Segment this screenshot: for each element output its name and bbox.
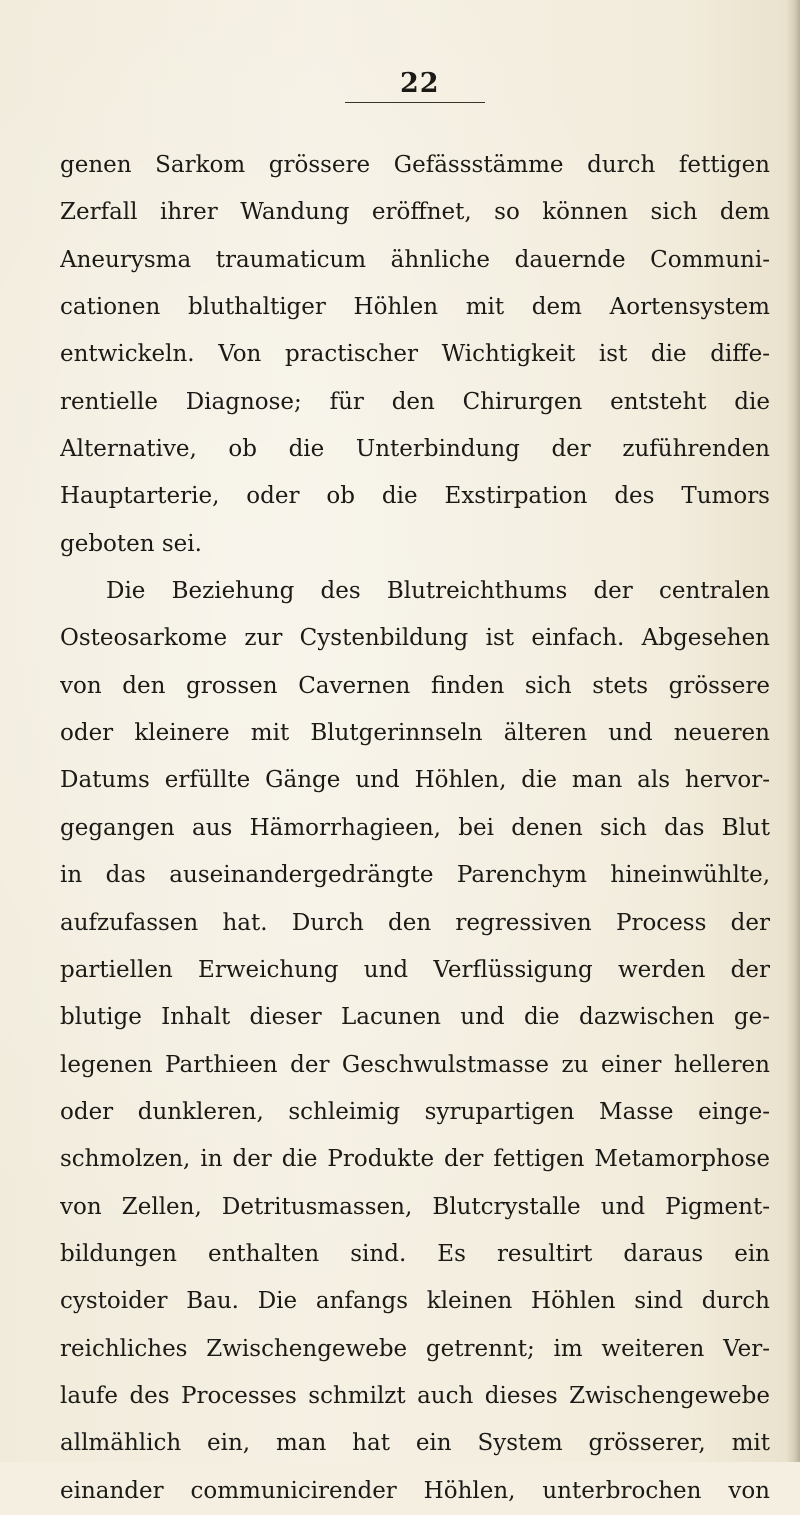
text-line: schmolzen, in der die Produkte der fettigen Metamorphose	[60, 1146, 770, 1173]
text-line: entwickeln. Von practischer Wichtigkeit ist die diffe-	[60, 341, 770, 368]
text-line: Osteosarkome zur Cystenbildung ist einfach. Abgesehen	[60, 625, 770, 652]
text-line: Aneurysma traumaticum ähnliche dauernde Communi-	[60, 246, 770, 273]
text-line: Zerfall ihrer Wandung eröffnet, so können sich dem	[60, 199, 770, 226]
header-rule	[345, 102, 485, 103]
text-line: Hauptarterie, oder ob die Exstirpation des Tumors	[60, 483, 770, 510]
text-line: in das auseinandergedrängte Parenchym hineinwühlte,	[60, 862, 770, 889]
text-line: Datums erfüllte Gänge und Höhlen, die man als hervor-	[60, 767, 770, 794]
paragraph-start-line: Die Beziehung des Blutreichthums der centralen	[106, 578, 770, 605]
page-number: 22	[400, 68, 440, 99]
text-line: von Zellen, Detritusmassen, Blutcrystalle und Pigment-	[60, 1193, 770, 1220]
text-line: bildungen enthalten sind. Es resultirt daraus ein	[60, 1240, 770, 1267]
text-line: von den grossen Cavernen finden sich stets grössere	[60, 672, 770, 699]
text-line: partiellen Erweichung und Verflüssigung werden der	[60, 956, 770, 983]
text-line: aufzufassen hat. Durch den regressiven Process der	[60, 909, 770, 936]
text-line: reichliches Zwischengewebe getrennt; im weiteren Ver-	[60, 1335, 770, 1362]
text-line: oder dunkleren, schleimig syrupartigen Masse einge-	[60, 1098, 770, 1125]
text-line: Alternative, ob die Unterbindung der zuführenden	[60, 436, 770, 463]
text-line: laufe des Processes schmilzt auch dieses Zwischengewebe	[60, 1382, 770, 1409]
text-line: einander communicirender Höhlen, unterbrochen von	[60, 1477, 770, 1504]
text-line: blutige Inhalt dieser Lacunen und die dazwischen ge-	[60, 1004, 770, 1031]
text-line: legenen Parthieen der Geschwulstmasse zu einer helleren	[60, 1051, 770, 1078]
text-line: cationen bluthaltiger Höhlen mit dem Aortensystem	[60, 294, 770, 321]
text-line: genen Sarkom grössere Gefässstämme durch fettigen	[60, 152, 770, 178]
text-line: cystoider Bau. Die anfangs kleinen Höhlen sind durch	[60, 1288, 770, 1315]
page-edge-shadow	[786, 0, 800, 1462]
text-line: allmählich ein, man hat ein System grösserer, mit	[60, 1430, 770, 1457]
body-text	[60, 142, 770, 1515]
text-line: oder kleinere mit Blutgerinnseln älteren und neueren	[60, 720, 770, 747]
text-line: rentielle Diagnose; für den Chirurgen entsteht die	[60, 388, 770, 415]
paragraph-end-line: geboten sei.	[60, 530, 202, 557]
text-line: gegangen aus Hämorrhagieen, bei denen sich das Blut	[60, 814, 770, 841]
